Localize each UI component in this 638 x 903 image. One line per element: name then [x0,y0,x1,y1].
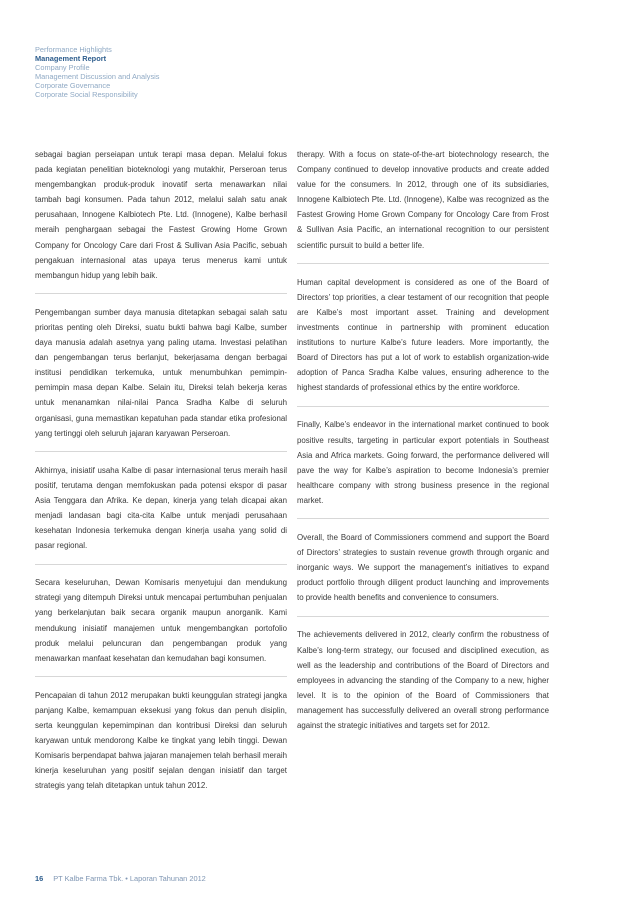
section-navigation [35,45,159,99]
paragraph-id-4: Secara keseluruhan, Dewan Komisaris menyetujui dan mendukung strategi yang ditempuh Direksi untuk mencapai pertumbuhan penjualan yang berkelanjutan baik secara organik maupun anorganik. Kami mendukung inisiatif manajemen untuk mengembangkan portofolio produk melalui peluncuran dan pengembangan produk yang menawarkan manfaat kesehatan dan kemudahan bagi konsumen. [35,564,287,666]
footer-text: PT Kalbe Farma Tbk. • Laporan Tahunan 2012 [53,874,206,883]
nav-item-company-profile[interactable]: Company Profile [35,63,90,72]
english-text-column [297,147,549,733]
paragraph-en-4: Overall, the Board of Commissioners commend and support the Board of Directors’ strategies to sustain revenue growth through organic and inorganic ways. We support the management’s initiatives to expand product portfolio through diligent product launching and improvements to provide health benefits and convenience to consumers. [297,518,549,605]
paragraph-id-3: Akhirnya, inisiatif usaha Kalbe di pasar internasional terus meraih hasil positif, terutama dengan memfokuskan pada potensi ekspor di pasar Asia Tenggara dan Afrika. Ke depan, kinerja yang telah dicapai akan menjadi landasan bagi cita-cita Kalbe untuk menjadi perusahaan kesehatan Indonesia terkemuka dengan kinerja usaha yang solid di pasar regional. [35,451,287,553]
paragraph-id-1: sebagai bagian perseiapan untuk terapi masa depan. Melalui fokus pada kegiatan penelitian bioteknologi yang mutakhir, Perseroan terus mengembangkan produk-produk inovatif serta menawarkan nilai tambah bagi konsumen. Pada tahun 2012, melalui salah satu anak perusahaan, Innogene Kalbiotech Pte. Ltd. (Innogene), Kalbe berhasil meraih penghargaan sebagai the Fastest Growing Home Grown Company for Oncology Care dari Frost & Sullivan Asia Pacific, sebuah pengakuan internasional atas upaya terus menerus kami untuk membangun hidup yang lebih baik. [35,150,287,280]
nav-item-management-report[interactable]: Management Report [35,54,107,63]
nav-item-management-discussion[interactable]: Management Discussion and Analysis [35,72,160,81]
paragraph-en-5: The achievements delivered in 2012, clearly confirm the robustness of Kalbe’s long-term strategy, our focused and disciplined execution, as well as the leadership and contributions of the Board of Directors and employees in advancing the standing of the Company to a new, higher level. It is to the opinion of the Board of Commissioners that management has successfully delivered an overall strong performance against the strategic initiatives and targets set for 2012. [297,616,549,733]
nav-item-performance-highlights[interactable]: Performance Highlights [35,45,112,54]
paragraph-id-2: Pengembangan sumber daya manusia ditetapkan sebagai salah satu prioritas penting oleh Direksi, suatu bukti bahwa bagi Kalbe, sumber daya manusia adalah asetnya yang paling utama. Investasi pelatihan dan pengembangan terus berlanjut, bekerjasama dengan berbagai institusi pendidikan terkemuka, untuk menumbuhkan pemimpin-pemimpin masa depan Kalbe. Selain itu, Direksi telah bekerja keras untuk menanamkan nilai-nilai Panca Sradha Kalbe di seluruh organisasi, guna memastikan kepatuhan pada standar etika profesional yang tertinggi oleh seluruh jajaran karyawan Perseroan. [35,293,287,440]
paragraph-en-1: therapy. With a focus on state-of-the-art biotechnology research, the Company continued to develop innovative products and create added value for the consumers. In 2012, through one of its subsidiaries, Innogene Kalbiotech Pte. Ltd. (Innogene), Kalbe was recognized as the Fastest Growing Home Grown Company for Oncology Care from Frost & Sullivan Asia Pacific, an international recognition to our persistent scientific pursuit to build a better life. [297,150,549,250]
nav-item-corporate-governance[interactable]: Corporate Governance [35,81,111,90]
nav-item-corporate-social-responsibility[interactable]: Corporate Social Responsibility [35,90,138,99]
page-footer [35,874,206,883]
paragraph-id-5: Pencapaian di tahun 2012 merupakan bukti keunggulan strategi jangka panjang Kalbe, kemampuan eksekusi yang fokus dan penuh disiplin, serta keunggulan kepemimpinan dan kontribusi Direksi dan seluruh karyawan untuk mendorong Kalbe ke tingkat yang lebih tinggi. Dewan Komisaris berpendapat bahwa jajaran manajemen telah berhasil meraih kinerja keseluruhan yang positif sejalan dengan inisiatif dan target strategis yang telah ditetapkan untuk tahun 2012. [35,676,287,793]
indonesian-text-column [35,147,287,793]
paragraph-en-3: Finally, Kalbe’s endeavor in the international market continued to book positive results, targeting in particular export potentials in Southeast Asia and Africa markets. Going forward, the performance delivered will pave the way for Kalbe’s aspiration to become Indonesia’s premier healthcare company with strong business presence in the regional market. [297,406,549,508]
paragraph-en-2: Human capital development is considered as one of the Board of Directors’ top priorities, a clear testament of our recognition that people are Kalbe’s most important asset. Training and development investments continue in partnership with prominent education institutions to nurture Kalbe’s future leaders. More importantly, the Board of Directors has put a lot of work to establish organization-wide adoption of Panca Sradha Kalbe values, ensuring adherence to the highest standards of professional ethics by the entire workforce. [297,263,549,395]
page-number: 16 [35,874,44,883]
